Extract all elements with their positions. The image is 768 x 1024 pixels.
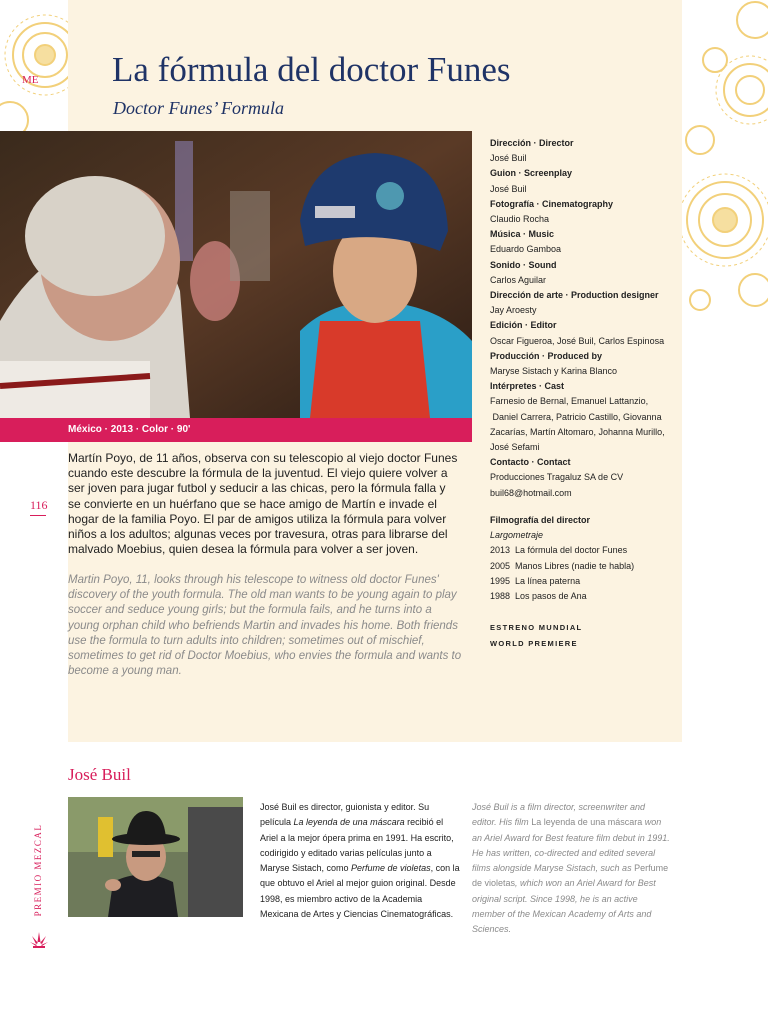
synopsis-english: Martin Poyo, 11, looks through his telescope to witness old doctor Funes' discovery of the youth formula. The old man wants to be young again to play soccer and seduce young girls; but the formula fails, and he turns into a young orphan child who befriends Martin and invades his home. Both friends use the formula to turn adults into children; sometimes out of mischief, sometimes to get rid of Doctor Moebius, who envies the formula and wants to become a young man. — [68, 574, 462, 678]
filmography-item: 2013 La fórmula del doctor Funes — [490, 545, 628, 556]
credit-cinematography: Fotografía · Cinematography Claudio Rocha — [490, 198, 614, 225]
premiere-label: ESTRENO MUNDIAL WORLD PREMIERE — [490, 623, 583, 648]
credit-sound: Sonido · Sound Carlos Aguilar — [490, 259, 557, 285]
credit-producer: Producción · Produced by Maryse Sistach y Karina Blanco — [490, 350, 618, 377]
credit-editor: Edición · Editor Oscar Figueroa, José Buil, Carlos Espinosa — [490, 320, 665, 346]
director-bio-spanish: José Buil es director, guionista y editor. Su película La leyenda de una máscara recibió el Ariel a la mejor ópera prima en 1991. Ha escrito, codirigido y editado varias películas junto a Maryse Sistach, como Perfume de violetas, con la que obtuvo el Ariel al mejor guion original. Desde 1998, es miembro activo de la Academia Mexicana de Artes y Ciencias Cinematográficas. — [260, 802, 460, 920]
credits-list — [490, 136, 680, 501]
section-tag: ME — [22, 74, 39, 86]
credit-contact: Contacto · Contact Producciones Tragaluz SA de CV buil68@hotmail.com — [490, 455, 680, 501]
film-title-english: Doctor Funes’ Formula — [113, 98, 284, 118]
agave-icon — [29, 930, 49, 950]
film-still — [0, 131, 472, 418]
director-name: José Buil — [68, 765, 131, 784]
film-info: México · 2013 · Color · 90' — [68, 424, 191, 435]
contact-email[interactable]: buil68@hotmail.com — [490, 487, 572, 498]
credit-art-direction: Dirección de arte · Production designer Jay Aroesty — [490, 290, 659, 316]
credit-screenplay: Guion · Screenplay José Buil — [490, 168, 573, 194]
synopsis-spanish: Martín Poyo, de 11 años, observa con su telescopio al viejo doctor Funes cuando este descubre la fórmula de la juventud. El viejo quiere volver a ser joven para jugar futbol y seducir a las chicas, pero la fórmula falla y se convierte en un huérfano que se hace amigo de Martín e invade el hogar de la familia Poyo. El par de amigos utiliza la fórmula para volver niños a los adultos; algunas veces por travesura, otras para librarse del malvado Moebius, quien desea la fórmula para volver a ser joven. — [68, 451, 458, 557]
credit-director: Dirección · Director José Buil — [490, 138, 574, 164]
director-photo — [68, 797, 243, 917]
credit-cast: Intérpretes · Cast Farnesio de Bernal, Emanuel Lattanzio, Daniel Carrera, Patricio Castillo, Giovanna Zacarías, Martín Altomaro, Johanna Murillo, José Sefami — [490, 381, 665, 453]
film-title: La fórmula del doctor Funes — [112, 50, 511, 89]
filmography-item: 1988 Los pasos de Ana — [490, 591, 587, 602]
director-filmography: Filmografía del director Largometraje 2013 La fórmula del doctor Funes 2005 Manos Libres (nadie te habla) 1995 La línea paterna 1988 Los pasos de Ana — [490, 513, 680, 604]
director-bio-english: José Buil is a film director, screenwriter and editor. His film La leyenda de una máscara won an Ariel Award for Best feature film debut in 1991. He has written, co-directed and edited several films alongside Maryse Sistach, such as Perfume de violetas, which won an Ariel Award for Best original script. Since 1998, he is an active member of the Mexican Academy of Arts and Sciences. — [472, 802, 670, 935]
premio-mezcal-label: PREMIO MEZCAL — [33, 823, 43, 917]
page-number: 116 — [30, 498, 48, 512]
credit-music: Música · Music Eduardo Gamboa — [490, 229, 562, 255]
film-info-bar — [0, 418, 472, 442]
page-number-rule — [30, 515, 46, 516]
filmography-item: 1995 La línea paterna — [490, 575, 581, 586]
filmography-item: 2005 Manos Libres (nadie te habla) — [490, 560, 635, 571]
